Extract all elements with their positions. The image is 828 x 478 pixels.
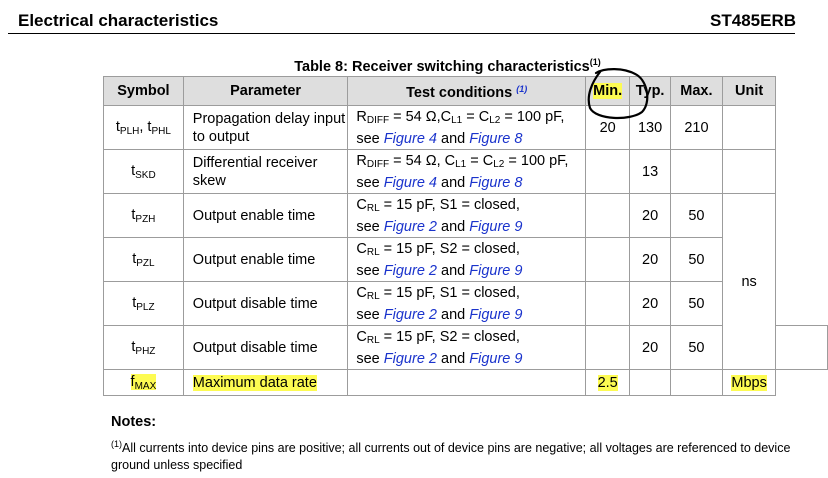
section-title: Electrical characteristics xyxy=(18,11,219,30)
table-row xyxy=(104,326,828,370)
max-cell: 210 xyxy=(670,106,722,150)
receiver-switching-table xyxy=(103,76,828,396)
figure-link[interactable]: Figure 4 xyxy=(383,174,437,191)
highlight-mark: Mbps xyxy=(731,374,767,391)
header-rule xyxy=(8,33,795,34)
parameter-cell: Output enable time xyxy=(183,238,348,282)
parameter-cell: Output disable time xyxy=(183,282,348,326)
min-cell xyxy=(586,238,630,282)
conditions-cell: $C_{RL} = 15$ pF, S2 = closed, see Figure 2 and Figure 9 xyxy=(348,238,586,282)
table-header-row xyxy=(104,77,828,106)
max-cell: 50 xyxy=(670,326,722,370)
typ-cell: 20 xyxy=(630,282,671,326)
figure-link[interactable]: Figure 2 xyxy=(383,306,437,323)
symbol-cell: tSKD xyxy=(104,150,184,194)
min-cell xyxy=(586,370,630,396)
typ-cell: 20 xyxy=(630,238,671,282)
min-cell xyxy=(586,326,630,370)
symbol-cell: tPLH, tPHL xyxy=(104,106,184,150)
conditions-cell: $C_{RL} = 15$ pF, S1 = closed, see Figure 2 and Figure 9 xyxy=(348,194,586,238)
col-unit: Unit xyxy=(722,77,775,106)
typ-cell: 20 xyxy=(630,326,671,370)
col-min xyxy=(586,77,630,106)
figure-link[interactable]: Figure 2 xyxy=(383,262,437,279)
symbol-cell: tPZL xyxy=(104,238,184,282)
min-cell xyxy=(586,282,630,326)
figure-link[interactable]: Figure 9 xyxy=(469,262,523,279)
figure-link[interactable]: Figure 8 xyxy=(469,174,523,191)
highlight-mark: Maximum data rate xyxy=(192,374,317,391)
typ-cell xyxy=(630,370,671,396)
conditions-cell: $C_{RL} = 15$ pF, S1 = closed, see Figure 2 and Figure 9 xyxy=(348,282,586,326)
symbol-cell: tPZH xyxy=(104,194,184,238)
col-typ: Typ. xyxy=(630,77,671,106)
figure-link[interactable]: Figure 9 xyxy=(469,350,523,367)
symbol-cell: tPLZ xyxy=(104,282,184,326)
max-cell xyxy=(670,150,722,194)
symbol-cell xyxy=(104,370,184,396)
max-cell: 50 xyxy=(670,282,722,326)
note-marker: (1) xyxy=(111,439,122,449)
table-title-footnote: (1) xyxy=(589,57,601,67)
max-cell: 50 xyxy=(670,238,722,282)
table-row xyxy=(104,238,828,282)
unit-cell xyxy=(722,150,775,194)
table-row xyxy=(104,150,828,194)
col-max: Max. xyxy=(670,77,722,106)
min-cell xyxy=(586,150,630,194)
parameter-cell: Propagation delay input to output xyxy=(183,106,348,150)
typ-cell: 130 xyxy=(630,106,671,150)
figure-link[interactable]: Figure 4 xyxy=(383,130,437,147)
table-row xyxy=(104,106,828,150)
unit-cell xyxy=(722,106,775,150)
unit-cell xyxy=(776,326,828,370)
table-row xyxy=(104,194,828,238)
highlight-mark: 2.5 xyxy=(597,374,618,391)
typ-cell: 13 xyxy=(630,150,671,194)
table-title: Table 8: Receiver switching characteristics$^{(1)}$ xyxy=(294,57,601,75)
max-cell: 50 xyxy=(670,194,722,238)
table-row xyxy=(104,282,828,326)
parameter-cell: Output enable time xyxy=(183,194,348,238)
parameter-cell xyxy=(183,370,348,396)
conditions-cell: $R_{DIFF} = 54$ Ω, $C_{L1} = C_{L2} = 100$ pF, see Figure 4 and Figure 8 xyxy=(348,150,586,194)
conditions-cell: $R_{DIFF} = 54$ $\Omega,C_{L1} = C_{L2} = 100$ pF, see Figure 4 and Figure 8 xyxy=(348,106,586,150)
part-number: ST485ERB xyxy=(710,11,796,30)
notes-text: $^{(1)}$All currents into device pins are positive; all currents out of device pins are negative; all voltages are referenced to device ground unless specified xyxy=(111,439,791,473)
figure-link[interactable]: Figure 2 xyxy=(383,350,437,367)
max-cell xyxy=(670,370,722,396)
unit-cell-shared: ns xyxy=(722,194,775,370)
min-header-highlight: Min. xyxy=(593,83,623,99)
typ-cell: 20 xyxy=(630,194,671,238)
figure-link[interactable]: Figure 2 xyxy=(383,218,437,235)
col-parameter: Parameter xyxy=(183,77,348,106)
min-cell xyxy=(586,194,630,238)
unit-cell xyxy=(722,370,775,396)
figure-link[interactable]: Figure 8 xyxy=(469,130,523,147)
figure-link[interactable]: Figure 9 xyxy=(469,218,523,235)
conditions-footnote-link[interactable]: (1) xyxy=(516,84,528,94)
parameter-cell: Differential receiver skew xyxy=(183,150,348,194)
symbol-cell: tPHZ xyxy=(104,326,184,370)
notes-title: Notes: xyxy=(111,414,157,430)
col-test-conditions: Test conditions $^{(1)}$ xyxy=(348,77,586,106)
conditions-cell xyxy=(348,370,586,396)
parameter-cell: Output disable time xyxy=(183,326,348,370)
highlight-mark: fMAX xyxy=(130,373,157,392)
conditions-cell: $C_{RL} = 15$ pF, S2 = closed, see Figure 2 and Figure 9 xyxy=(348,326,586,370)
figure-link[interactable]: Figure 9 xyxy=(469,306,523,323)
col-symbol: Symbol xyxy=(104,77,184,106)
table-row-fmax xyxy=(104,370,828,396)
min-cell: 20 xyxy=(586,106,630,150)
